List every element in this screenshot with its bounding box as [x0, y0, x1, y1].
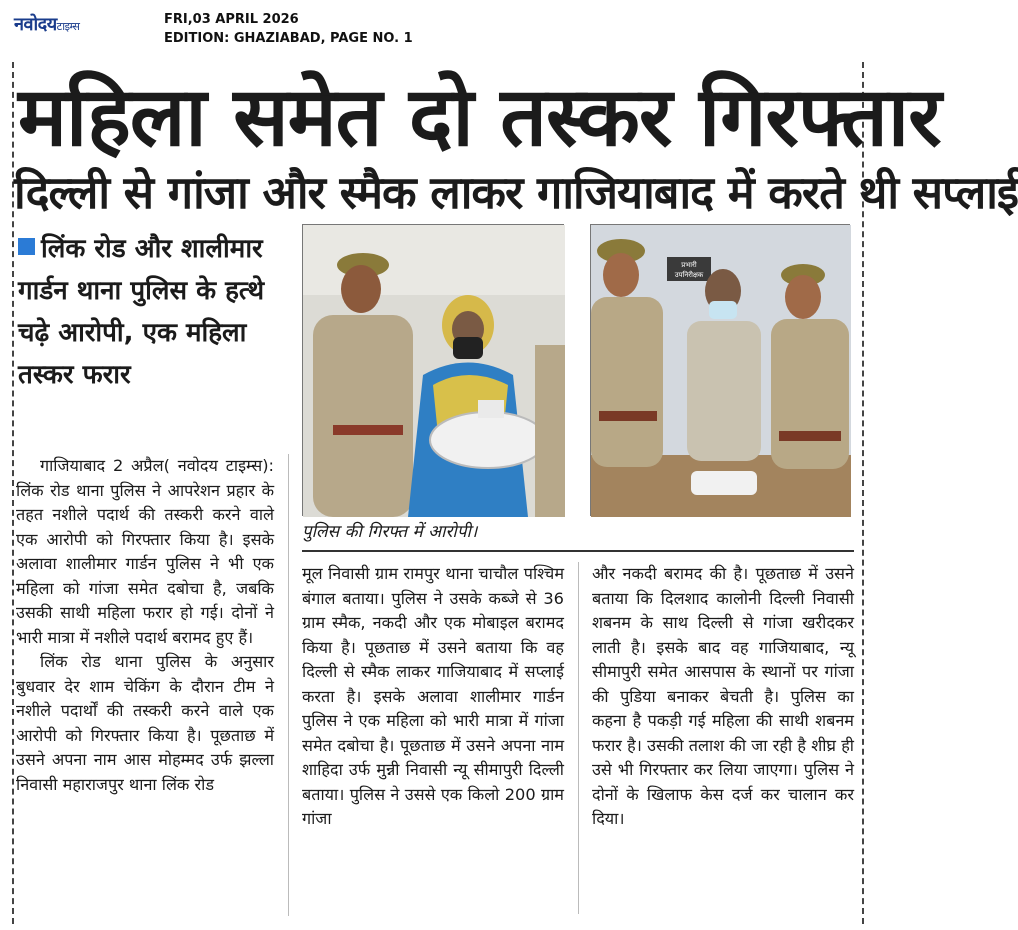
paragraph: गाजियाबाद 2 अप्रैल( नवोदय टाइम्स): लिंक रोड थाना पुलिस ने आपरेशन प्रहार के तहत नशीले पदार्थ की तस्करी करने वाले एक आरोपी को गिरफ्तार किया है। इसके अलावा शालीमार गार्डन पुलिस ने भी एक महिला को गांजा समेत दबोचा है, जबकि उसकी साथी महिला फरार हो गई। दोनों ने भारी मात्रा में नशीले पदार्थ बरामद हुए हैं। [16, 456, 274, 647]
kicker-bullet-icon [18, 238, 35, 255]
photo-illustration [591, 225, 851, 517]
caption-rule [302, 550, 854, 552]
paragraph: लिंक रोड थाना पुलिस के अनुसार बुधवार देर शाम चेकिंग के दौरान टीम ने नशीले पदार्थों की तस्करी करने वाले एक आरोपी को गिरफ्तार किया है। पूछताछ में उसने अपना नाम आस मोहम्मद उर्फ झल्ला निवासी महाराजपुर थाना लिंक रोड [16, 652, 274, 794]
issue-date: FRI,03 APRIL 2026 [164, 12, 299, 27]
newspaper-logo[interactable] [14, 12, 79, 36]
photo-illustration [303, 225, 565, 517]
logo-main: नवोदय [14, 14, 57, 35]
column-divider [288, 454, 289, 916]
paragraph: और नकदी बरामद की है। पूछताछ में उसने बताया कि दिलशाद कालोनी दिल्ली निवासी शबनम के साथ दिल्ली से गांजा खरीदकर लाती है। इसके बाद वह गाजियाबाद, न्यू सीमापुरी समेत आसपास के स्थानों पर गांजा की पुडिया बनाकर बेचती है। पुलिस का कहना है पकड़ी गई महिला की साथी शबनम फरार है। उसकी तलाश की जा रही है शीघ्र ही उसे भी गिरफ्तार कर लिया जाएगा। पुलिस ने दोनों के खिलाफ केस दर्ज कर चालान कर दिया। [592, 564, 854, 828]
edition-page: EDITION: GHAZIABAD, PAGE NO. 1 [164, 31, 413, 46]
photo-woman-arrested [302, 224, 564, 516]
headline: महिला समेत दो तस्कर गिरफ्तार [18, 70, 941, 165]
subheadline: दिल्ली से गांजा और स्मैक लाकर गाजियाबाद में करते थी सप्लाई [14, 166, 1018, 219]
photo-caption: पुलिस की गिरफ्त में आरोपी। [302, 522, 478, 542]
logo-sub: टाइम्स [56, 20, 80, 33]
photo-man-arrested [590, 224, 850, 516]
column-divider [578, 562, 579, 914]
room-sign-line2: उपनिरीक्षक [674, 271, 704, 279]
paragraph: मूल निवासी ग्राम रामपुर थाना चाचौल पश्चिम बंगाल बताया। पुलिस ने उसके कब्जे से 36 ग्राम स्मैक, नकदी और एक मोबाइल बरामद किया है। पूछताछ में उसने बताया कि वह दिल्ली से स्मैक लाकर गाजियाबाद में सप्लाई करता है। इसके अलावा शालीमार गार्डन पुलिस ने एक महिला को भारी मात्रा में गांजा समेत दबोचा है। पूछताछ में उसने अपना नाम शाहिदा उर्फ मुन्नी निवासी न्यू सीमापुरी दिल्ली बताया। पुलिस ने उससे एक किलो 200 ग्राम गांजा [302, 564, 564, 828]
article-column-3 [592, 562, 854, 832]
article-column-2 [302, 562, 564, 832]
kicker-text: लिंक रोड और शालीमार गार्डन थाना पुलिस के हत्थे चढ़े आरोपी, एक महिला तस्कर फरार [18, 234, 265, 390]
edition-info [164, 10, 413, 48]
room-sign-line1: प्रभारी [681, 261, 697, 269]
masthead [0, 0, 876, 58]
kicker [18, 228, 280, 396]
article-column-1 [16, 454, 274, 797]
